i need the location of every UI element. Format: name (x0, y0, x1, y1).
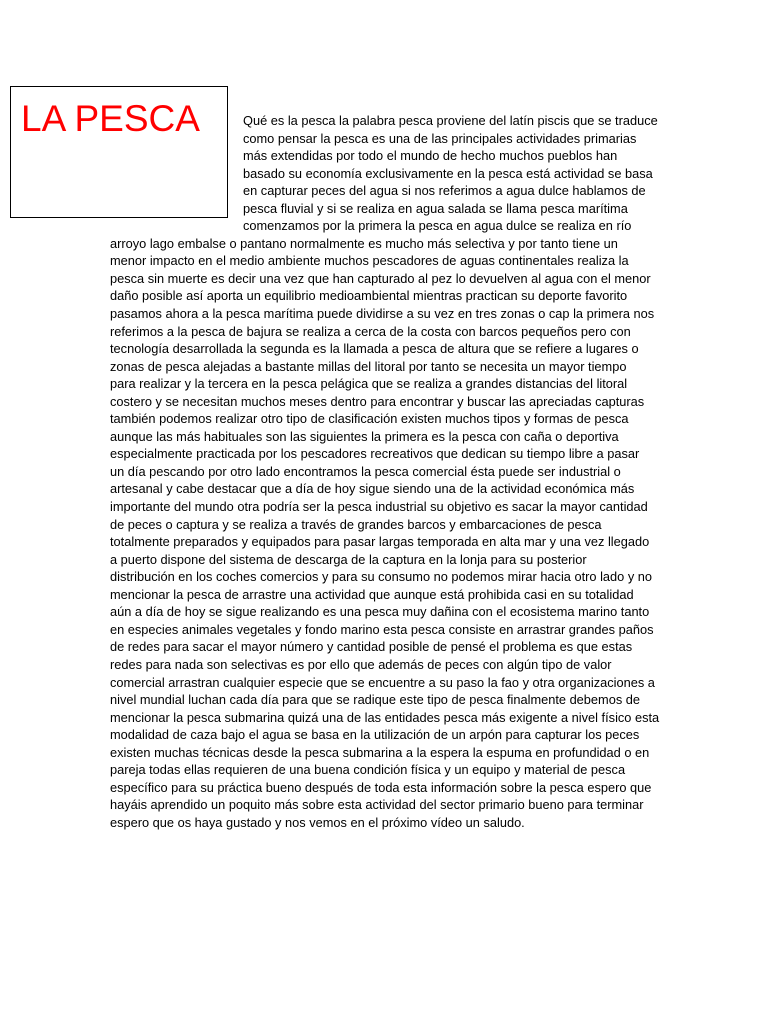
body-line: espero que os haya gustado y nos vemos en el próximo vídeo un saludo. (110, 814, 525, 830)
body-line: aún a día de hoy se sigue realizando es una pesca muy dañina con el ecosistema marino tanto (110, 604, 650, 620)
body-line: zonas de pesca alejadas a bastante millas del litoral por tanto se necesita un mayor tiempo (110, 358, 627, 374)
body-line: distribución en los coches comercios y para su consumo no podemos mirar hacia otro lado y no (110, 569, 653, 585)
body-line: hayáis aprendido un poquito más sobre esta actividad del sector primario bueno para terminar (110, 797, 644, 813)
body-line: arroyo lago embalse o pantano normalmente es mucho más selectiva y por tanto tiene un (110, 235, 618, 251)
body-line: más extendidas por todo el mundo de hecho muchos pueblos han (243, 148, 618, 164)
body-line: como pensar la pesca es una de las principales actividades primarias (243, 130, 637, 146)
body-line: Qué es la pesca la palabra pesca proviene del latín piscis que se traduce (243, 113, 658, 128)
body-line: existen muchas técnicas desde la pesca submarina a la espera la espuma en profundidad o en (110, 744, 650, 760)
body-line: modalidad de caza bajo el agua se basa en la utilización de un arpón para capturar los peces (110, 727, 640, 743)
body-line: importante del mundo otra podría ser la pesca industrial su objetivo es sacar la mayor cantidad (110, 499, 648, 515)
body-line: un día pescando por otro lado encontramos la pesca comercial ésta puede ser industrial o (110, 463, 621, 479)
body-line: aunque las más habituales son las siguientes la primera es la pesca con caña o deportiva (110, 428, 619, 444)
body-line: específico para su práctica bueno después de toda esta información sobre la pesca espero que (110, 779, 652, 795)
body-line: costero y se necesitan muchos meses dentro para encontrar y buscar las apreciadas capturas (110, 393, 645, 409)
body-line: a puerto dispone del sistema de descarga de la captura en la lonja para su posterior (110, 551, 587, 567)
body-line: referimos a la pesca de bajura se realiza a cerca de la costa con barcos pequeños pero con (110, 323, 631, 339)
title-wrap-spacer (110, 112, 243, 226)
body-line: menor impacto en el medio ambiente muchos pescadores de aguas continentales realiza la (110, 253, 629, 269)
body-line: para realizar y la tercera en la pesca pelágica que se realiza a grandes distancias del litoral (110, 376, 628, 392)
body-line: mencionar la pesca submarina quizá una de las entidades pesca más exigente a nivel físico esta (110, 709, 660, 725)
body-line: pareja todas ellas requieren de una buena condición física y un equipo y material de pesca (110, 762, 626, 778)
body-line: especialmente practicada por los pescadores recreativos que dedican su tiempo libre a pasar (110, 446, 640, 462)
body-text (110, 112, 658, 831)
body-line: comenzamos por la primera la pesca en agua dulce se realiza en río (243, 218, 632, 234)
body-line: daño posible así aporta un equilibrio medioambiental mientras practican su deporte favorito (110, 288, 628, 304)
body-line: de redes para sacar el mayor número y cantidad posible de pensé el problema es que estas (110, 639, 633, 655)
body-line: de peces o captura y se realiza a través de grandes barcos y embarcaciones de pesca (110, 516, 602, 532)
body-line: basado su economía exclusivamente en la pesca está actividad se basa (243, 165, 653, 181)
body-line: mencionar la pesca de arrastre una actividad que aunque está prohibida casi en su totalidad (110, 586, 634, 602)
body-line: artesanal y cabe destacar que a día de hoy sigue siendo una de la actividad económica más (110, 481, 635, 497)
body-line: en especies animales vegetales y fondo marino esta pesca consiste en arrastrar grandes paños (110, 621, 654, 637)
body-line: también podemos realizar otro tipo de clasificación existen muchos tipos y formas de pesca (110, 411, 629, 427)
body-line: nivel mundial luchan cada día para que se radique este tipo de pesca finalmente debemos de (110, 692, 641, 708)
document-title: LA PESCA (21, 98, 200, 139)
body-line: en capturar peces del agua si nos referimos a agua dulce hablamos de (243, 183, 646, 199)
body-line: pesca fluvial y si se realiza en agua salada se llama pesca marítima (243, 200, 628, 216)
body-line: pasamos ahora a la pesca marítima puede dividirse a su vez en tres zonas o cap la primera nos (110, 306, 655, 322)
body-line: totalmente preparados y equipados para pasar largas temporada en alta mar y una vez llegado (110, 534, 650, 550)
body-line: comercial arrastran cualquier especie que se encuentre a su paso la fao y otra organizaciones a (110, 674, 655, 690)
body-line: redes para nada son selectivas es por ello que además de peces con algún tipo de valor (110, 656, 612, 672)
body-line: pesca sin muerte es decir una vez que han capturado al pez lo devuelven al agua con el menor (110, 270, 651, 286)
body-line: tecnología desarrollada la segunda es la llamada a pesca de altura que se refiere a lugares o (110, 341, 639, 357)
